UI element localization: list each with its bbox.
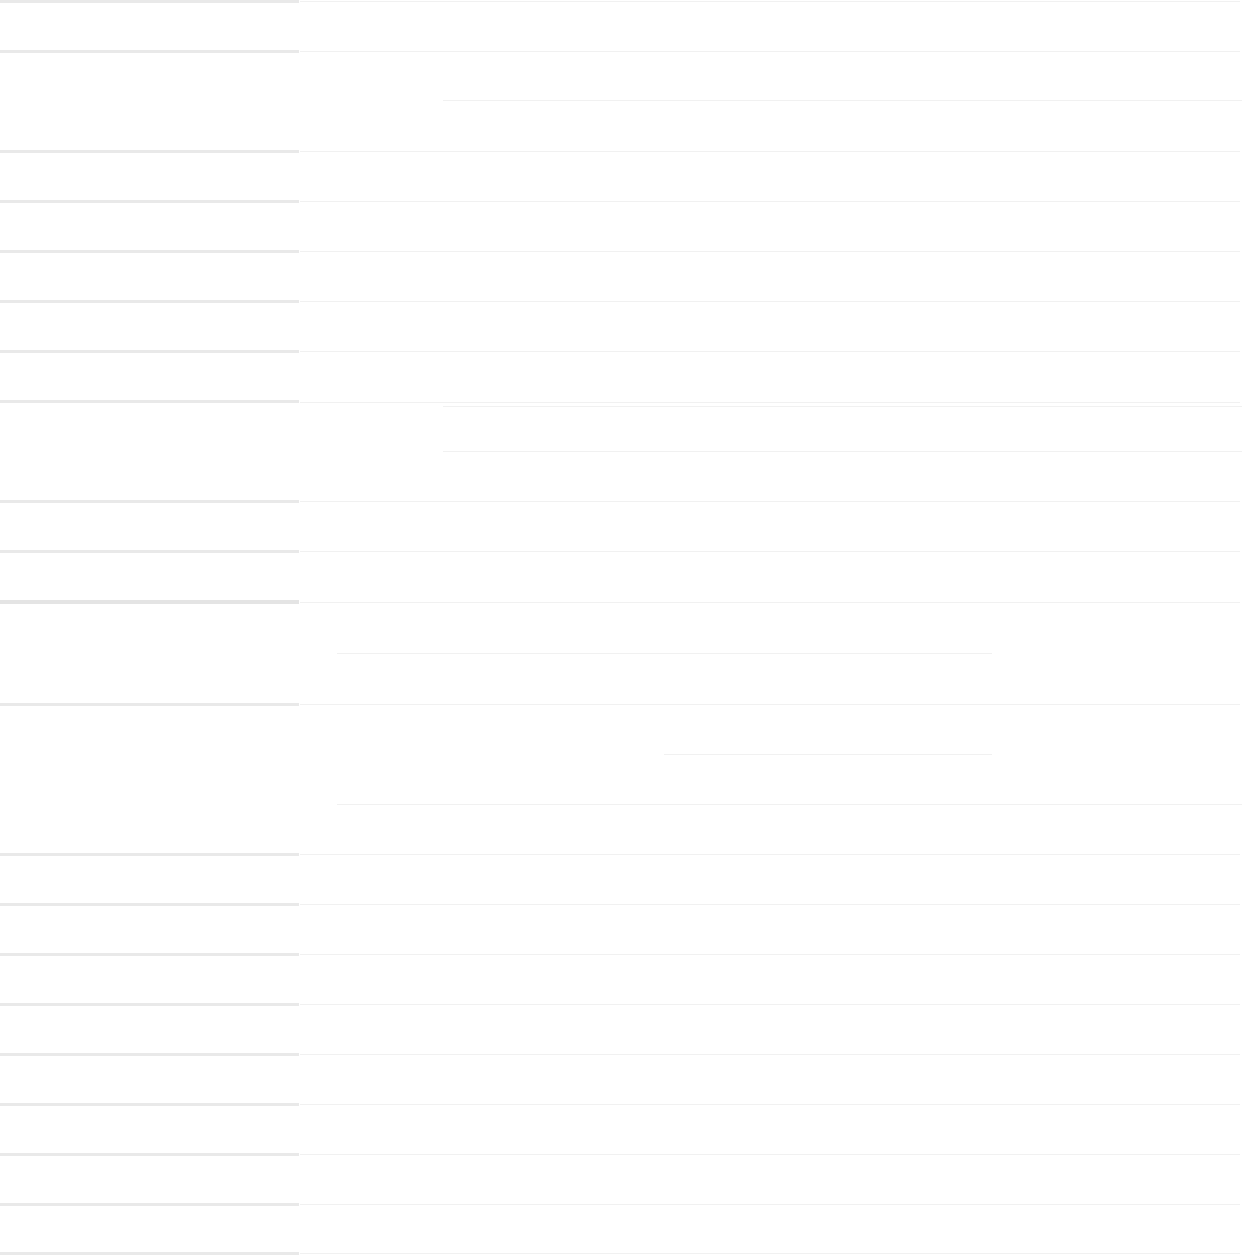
row-divider-right — [300, 402, 1240, 403]
table-row — [0, 0, 1242, 50]
table-row — [0, 1003, 1242, 1053]
table-row — [0, 1203, 1242, 1255]
sub-row-divider — [443, 451, 1242, 452]
row-divider-right — [300, 1, 1240, 2]
row-divider-left — [0, 400, 299, 403]
table-row — [0, 903, 1242, 953]
sub-row-divider — [337, 653, 992, 654]
row-divider-left — [0, 200, 299, 203]
section-divider-left — [0, 600, 299, 604]
row-divider-right — [300, 301, 1240, 302]
row-divider-right — [300, 854, 1240, 855]
row-divider-right — [300, 501, 1240, 502]
table-row — [0, 1153, 1242, 1203]
row-divider-right — [300, 51, 1240, 52]
row-divider-left — [0, 0, 299, 3]
table-row — [0, 200, 1242, 250]
table-row — [0, 250, 1242, 300]
row-divider-right — [300, 351, 1240, 352]
row-divider-right — [300, 1253, 1240, 1254]
table-row — [0, 953, 1242, 1003]
table-row — [0, 400, 1242, 500]
sub-row-divider — [443, 406, 1242, 407]
row-divider-right — [300, 201, 1240, 202]
row-divider-left — [0, 1103, 299, 1106]
row-divider-right — [300, 904, 1240, 905]
table-row — [0, 550, 1242, 600]
table-row — [0, 500, 1242, 550]
row-divider-right — [300, 954, 1240, 955]
table-row — [0, 50, 1242, 150]
table-row — [0, 1103, 1242, 1153]
row-divider-left — [0, 1053, 299, 1056]
row-divider-left — [0, 500, 299, 503]
row-divider-left — [0, 550, 299, 553]
table-row — [0, 703, 1242, 853]
row-divider-right — [300, 1004, 1240, 1005]
sub-row-divider — [664, 754, 992, 755]
row-divider-right — [300, 1104, 1240, 1105]
table-row — [0, 853, 1242, 903]
sub-row-divider — [337, 804, 1242, 805]
row-divider-right — [300, 1054, 1240, 1055]
row-divider-left — [0, 250, 299, 253]
table-row — [0, 350, 1242, 400]
row-divider-left — [0, 1153, 299, 1156]
row-divider-right — [300, 1154, 1240, 1155]
row-divider-left — [0, 703, 299, 706]
row-divider-left — [0, 1003, 299, 1006]
row-divider-left — [0, 300, 299, 303]
table-row — [0, 1053, 1242, 1103]
row-divider-right — [300, 151, 1240, 152]
row-divider-right — [300, 602, 1240, 603]
row-divider-left — [0, 1203, 299, 1206]
row-divider-left — [0, 350, 299, 353]
row-divider-right — [300, 1204, 1240, 1205]
row-divider-left — [0, 903, 299, 906]
row-divider-left — [0, 150, 299, 153]
table-row — [0, 600, 1242, 703]
row-divider-left — [0, 50, 299, 53]
row-divider-right — [300, 704, 1240, 705]
row-divider-left — [0, 953, 299, 956]
row-divider-right — [300, 551, 1240, 552]
table-row — [0, 300, 1242, 350]
table-row — [0, 150, 1242, 200]
row-divider-left — [0, 853, 299, 856]
row-divider-right — [300, 251, 1240, 252]
sub-row-divider — [443, 100, 1242, 101]
